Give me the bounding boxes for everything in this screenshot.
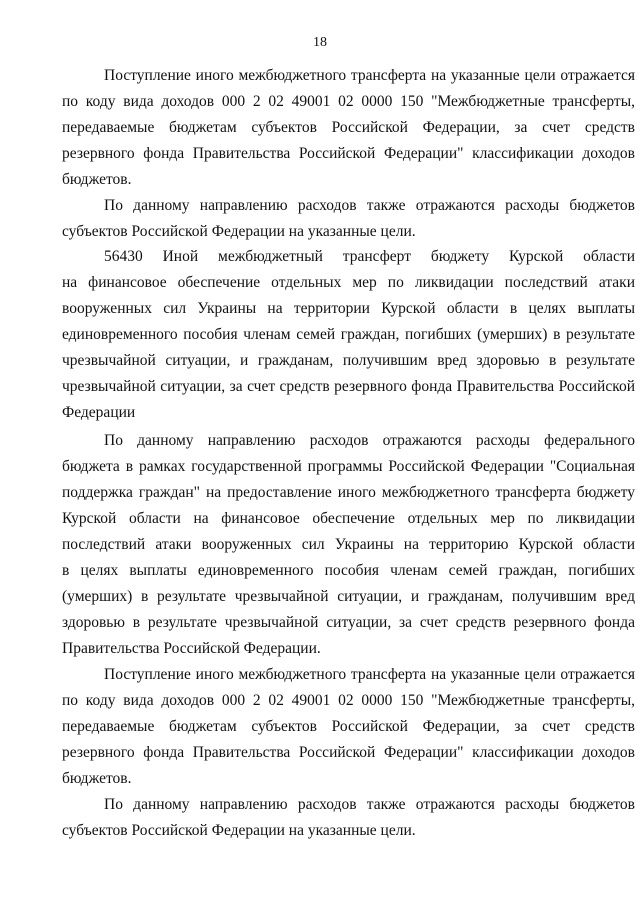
text-line: Курской области на финансовое обеспечение отдельных мер по ликвидации (62, 510, 635, 527)
text-line: По данному направлению расходов также отражаются расходы бюджетов (104, 796, 635, 813)
text-line: здоровью в результате чрезвычайной ситуации, за счет средств резервного фонда (62, 614, 635, 631)
text-line: Поступление иного межбюджетного трансферта на указанные цели отражается (104, 67, 635, 84)
text-line: бюджетов. (62, 171, 132, 188)
text-line: По данному направлению расходов отражаются расходы федерального (104, 432, 635, 449)
text-line: бюджета в рамках государственной программы Российской Федерации "Социальная (62, 458, 635, 475)
text-line: по коду вида доходов 000 2 02 49001 02 0000 150 "Межбюджетные трансферты, (62, 93, 635, 110)
text-line: чрезвычайной ситуации, за счет средств резервного фонда Правительства Российской (62, 378, 635, 395)
text-line: передаваемые бюджетам субъектов Российской Федерации, за счет средств (62, 119, 635, 136)
page-number: 18 (313, 35, 327, 50)
text-line: Федерации (62, 404, 136, 421)
text-line: бюджетов. (62, 770, 132, 787)
text-line: единовременного пособия членам семей граждан, погибших (умерших) в результате (62, 326, 635, 343)
text-line: резервного фонда Правительства Российской Федерации" классификации доходов (62, 145, 635, 162)
text-line: передаваемые бюджетам субъектов Российской Федерации, за счет средств (62, 718, 635, 735)
text-line: по коду вида доходов 000 2 02 49001 02 0000 150 "Межбюджетные трансферты, (62, 692, 635, 709)
text-line: поддержка граждан" на предоставление иного межбюджетного трансферта бюджету (62, 484, 635, 501)
text-line: последствий атаки вооруженных сил Украины на территорию Курской области (62, 536, 635, 553)
text-line: субъектов Российской Федерации на указанные цели. (62, 223, 416, 240)
text-line: Поступление иного межбюджетного трансферта на указанные цели отражается (104, 666, 635, 683)
text-line: в целях выплаты единовременного пособия членам семей граждан, погибших (62, 562, 635, 579)
text-line: По данному направлению расходов также отражаются расходы бюджетов (104, 197, 635, 214)
text-line: вооруженных сил Украины на территории Курской области в целях выплаты (62, 300, 635, 317)
text-line: 56430 Иной межбюджетный трансферт бюджету Курской области (104, 248, 635, 265)
text-line: Правительства Российской Федерации. (62, 640, 321, 657)
text-line: (умерших) в результате чрезвычайной ситуации, и гражданам, получившим вред (62, 588, 635, 605)
text-line: субъектов Российской Федерации на указанные цели. (62, 822, 416, 839)
text-line: на финансовое обеспечение отдельных мер по ликвидации последствий атаки (62, 274, 635, 291)
text-line: резервного фонда Правительства Российской Федерации" классификации доходов (62, 744, 635, 761)
text-line: чрезвычайной ситуации, и гражданам, получившим вред здоровью в результате (62, 352, 635, 369)
